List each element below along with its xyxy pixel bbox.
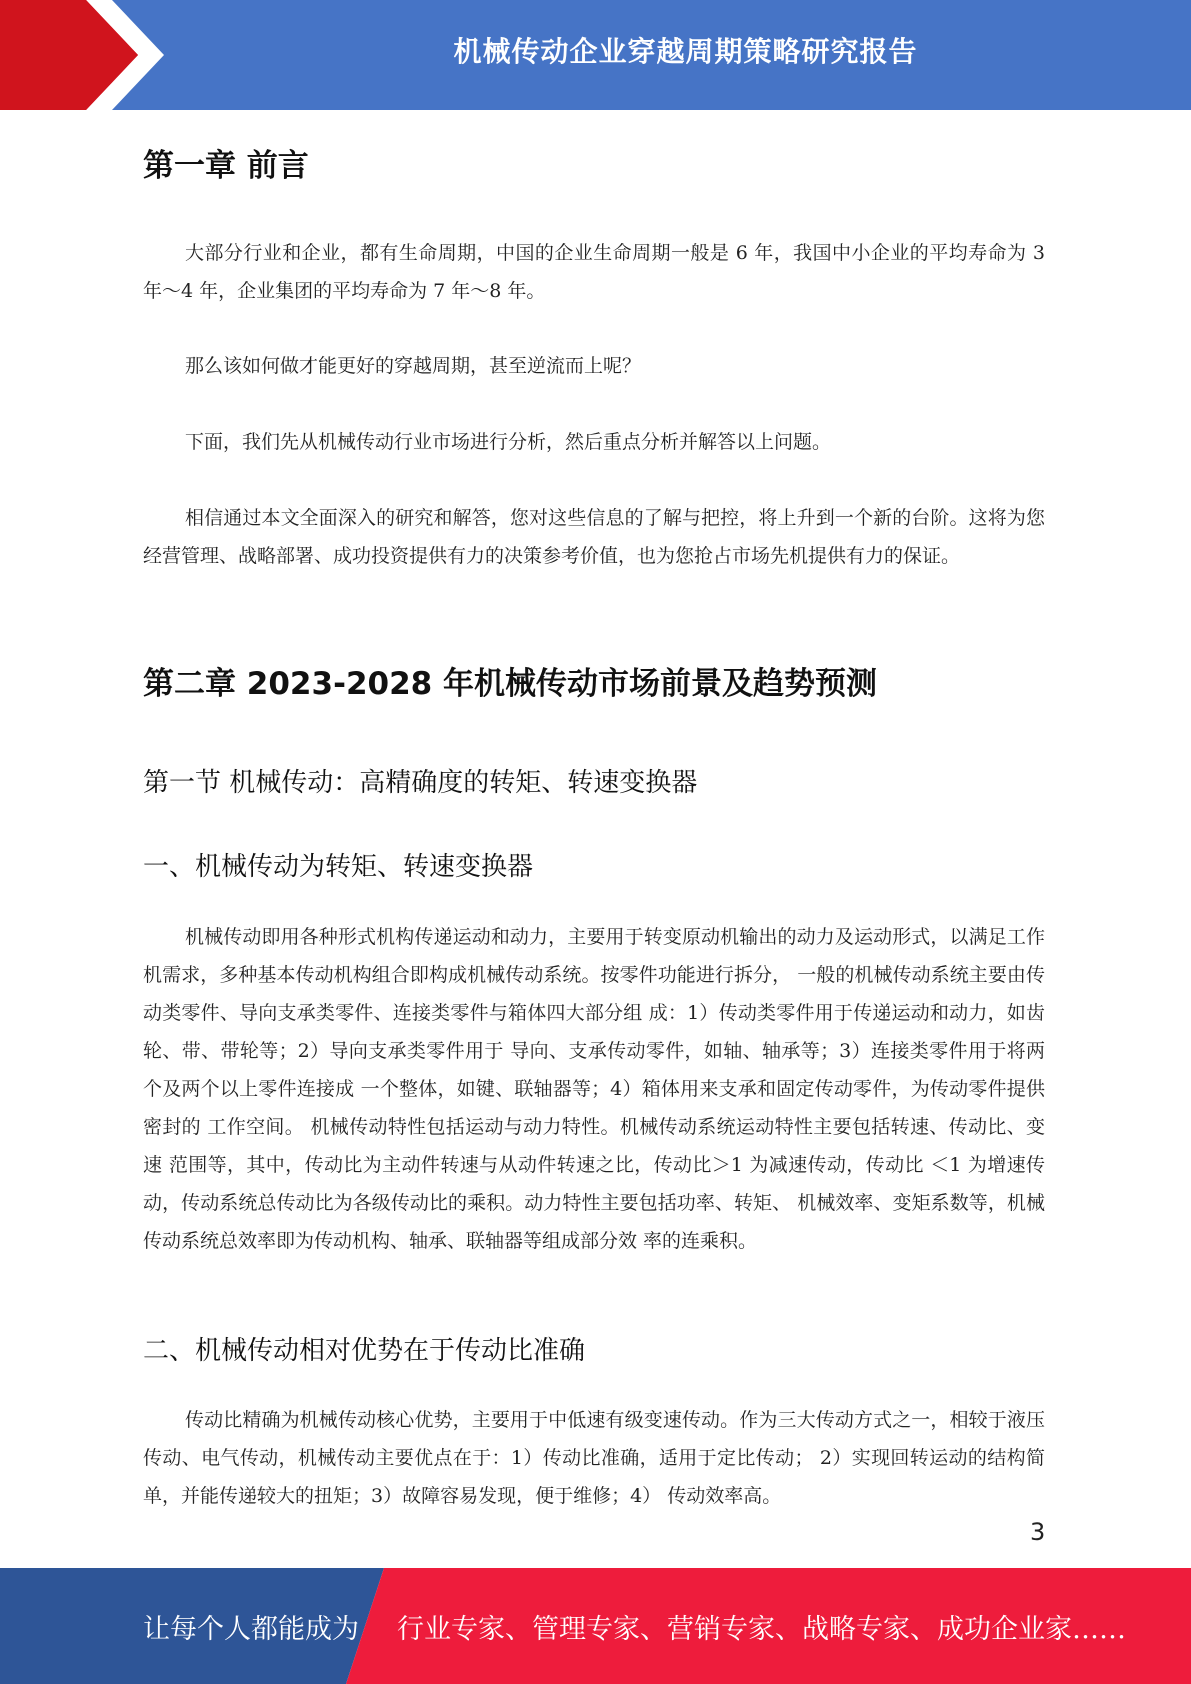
part-1-paragraph: 机械传动即用各种形式机构传递运动和动力，主要用于转变原动机输出的动力及运动形式，以满足工作机需求，多种基本传动机构组合即构成机械传动系统。按零件功能进行拆分， 一般的机械传动系统主要由传动类零件、导向支承类零件、连接类零件与箱体四大部分组 成：1）传动类零件用于传递运动和动力，如齿轮、带、带轮等；2）导向支承类零件用于 导向、支承传动零件，如轴、轴承等；3）连接类零件用于将两个及两个以上零件连接成 一个整体，如键、联轴器等；4）箱体用来支承和固定传动零件，为传动零件提供密封的 工作空间。 机械传动特性包括运动与动力特性。机械传动系统运动特性主要包括转速、传动比、变速 范围等，其中，传动比为主动件转速与从动件转速之比，传动比＞1 为减速传动，传动比 ＜1 为增速传动，传动系统总传动比为各级传动比的乘积。动力特性主要包括功率、转矩、 机械效率、变矩系数等，机械传动系统总效率即为传动机构、轴承、联轴器等组成部分效 率的连乘积。 [143,926,1045,1252]
part-2-heading: 二、机械传动相对优势在于传动比准确 [143,1336,586,1366]
footer-slogan-right: 行业专家、管理专家、营销专家、战略专家、成功企业家…… [397,1613,1126,1645]
footer-slogan-left: 让每个人都能成为 [143,1613,359,1645]
chapter-1-heading: 第一章 前言 [143,148,309,184]
report-title: 机械传动企业穿越周期策略研究报告 [453,35,918,68]
chapter-2-heading: 第二章 2023-2028 年机械传动市场前景及趋势预测 [143,666,878,702]
part-1-heading: 一、机械传动为转矩、转速变换器 [143,852,534,882]
chapter-1-paragraph-3: 下面，我们先从机械传动行业市场进行分析，然后重点分析并解答以上问题。 [185,431,832,453]
page-footer [0,1568,1191,1684]
part-2-paragraph: 传动比精确为机械传动核心优势，主要用于中低速有级变速传动。作为三大传动方式之一，相较于液压传动、电气传动，机械传动主要优点在于：1）传动比准确，适用于定比传动； 2）实现回转运动的结构简单，并能传递较大的扭矩；3）故障容易发现，便于维修；4） 传动效率高。 [143,1409,1045,1507]
page-header [0,0,1191,110]
chapter-1-paragraph-2: 那么该如何做才能更好的穿越周期，甚至逆流而上呢？ [185,355,642,377]
chapter-1-paragraph-4: 相信通过本文全面深入的研究和解答，您对这些信息的了解与把控，将上升到一个新的台阶。这将为您经营管理、战略部署、成功投资提供有力的决策参考价值，也为您抢占市场先机提供有力的保证。 [143,507,1045,567]
section-1-heading: 第一节 机械传动：高精确度的转矩、转速变换器 [143,768,698,798]
page-number: 3 [1030,1518,1046,1546]
chapter-1-paragraph-1: 大部分行业和企业，都有生命周期，中国的企业生命周期一般是 6 年，我国中小企业的平均寿命为 3 年～4 年，企业集团的平均寿命为 7 年～8 年。 [143,242,1045,302]
